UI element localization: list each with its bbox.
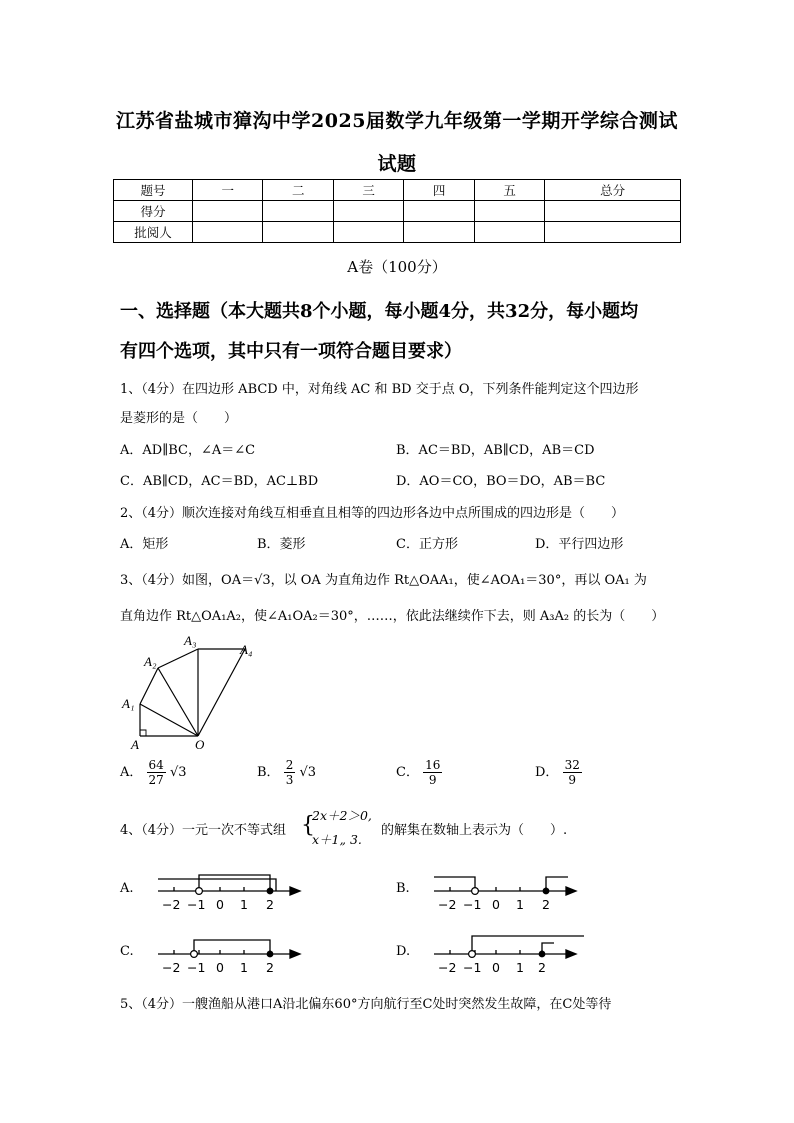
score-table-row (114, 222, 681, 243)
score-cell (404, 201, 474, 222)
score-cell (333, 201, 403, 222)
q3-option-a-label: A． (120, 765, 143, 780)
tick-label: −2 (438, 960, 457, 975)
score-table-header-cell: 总分 (545, 180, 681, 201)
score-table-row-label: 批阅人 (114, 222, 193, 243)
fraction-denominator: 3 (285, 773, 294, 787)
q1-stem-line1: 1、（4分）在四边形 ABCD 中，对角线 AC 和 BD 交于点 O，下列条件能判定这个四边形 (120, 382, 639, 397)
segment-oa1 (140, 704, 198, 736)
q4-option-d-label: D. (396, 944, 411, 959)
tick-label: 1 (516, 897, 524, 912)
segment-a1a2 (140, 668, 158, 704)
q4-stem-prefix: 4、（4分）一元一次不等式组 (120, 823, 287, 838)
score-table-header-cell: 二 (263, 180, 333, 201)
score-cell (193, 201, 263, 222)
q4-system-line2: x＋1„ 3. (312, 832, 362, 847)
tick-label: −2 (162, 897, 181, 912)
q1-option-d: D．AO＝CO，BO＝DO，AB＝BC (396, 474, 606, 489)
q4-system-line1: 2x＋2＞0, (312, 808, 372, 823)
score-table (113, 179, 681, 243)
label-a2: A₂ (144, 654, 157, 669)
q3-option-b (257, 758, 316, 787)
tick-label: −2 (438, 897, 457, 912)
tick-label: −1 (463, 897, 482, 912)
q4-number-line-b (434, 870, 584, 916)
page-title: 江苏省盐城市獐沟中学2025届数学九年级第一学期开学综合测试 (116, 110, 678, 132)
q3-option-c-label: C． (396, 765, 419, 780)
q3-stem-line2: 直角边作 Rt△OA₁A₂，使∠A₁OA₂＝30°，……，依此法继续作下去，则 A₃A₂ 的长为（ ） (120, 609, 665, 624)
q3-option-c (396, 758, 442, 787)
score-cell (333, 222, 403, 243)
volume-title: A卷（100分） (347, 258, 447, 276)
fraction-numerator: 2 (285, 758, 294, 772)
q4-number-line-c (158, 933, 308, 979)
q3-option-b-fraction (284, 758, 296, 787)
tick-label: 2 (542, 897, 550, 912)
tick-label: −1 (187, 960, 206, 975)
fraction-denominator: 9 (428, 773, 437, 787)
q4-option-c-label: C. (120, 944, 134, 959)
q4-number-line-d (434, 933, 584, 979)
score-cell (263, 201, 333, 222)
q2-stem: 2、（4分）顺次连接对角线互相垂直且相等的四边形各边中点所围成的四边形是（ ） (120, 506, 625, 521)
segment-a2a3 (158, 649, 198, 668)
score-table-header-row (114, 180, 681, 201)
score-cell (404, 222, 474, 243)
q2-option-c: C．正方形 (396, 537, 458, 552)
q3-option-a-fraction (147, 758, 166, 787)
q5-stem-line1: 5、（4分）一艘渔船从港口A沿北偏东60°方向航行至C处时突然发生故障，在C处等待 (120, 997, 612, 1012)
q2-option-b: B．菱形 (257, 537, 306, 552)
tick-label: −1 (463, 960, 482, 975)
q3-option-b-root: √3 (299, 765, 317, 780)
q1-option-b: B．AC＝BD，AB∥CD，AB＝CD (396, 443, 595, 458)
label-a1: A₁ (122, 696, 135, 711)
tick-label: 2 (538, 960, 546, 975)
fraction-denominator: 27 (148, 773, 164, 787)
tick-label: 2 (266, 897, 274, 912)
score-table-header-cell: 四 (404, 180, 474, 201)
label-a4: A₄ (240, 642, 253, 657)
q3-option-a-root: √3 (169, 765, 187, 780)
tick-label: 2 (266, 960, 274, 975)
label-o: O (195, 737, 205, 752)
score-table-header-cell: 五 (474, 180, 544, 201)
score-cell (474, 222, 544, 243)
q1-option-c: C．AB∥CD，AC＝BD，AC⊥BD (120, 474, 319, 489)
q3-triangle-figure (118, 632, 268, 752)
fraction-denominator: 9 (568, 773, 577, 787)
score-cell (193, 222, 263, 243)
tick-label: −2 (162, 960, 181, 975)
q2-option-a: A．矩形 (120, 537, 169, 552)
label-a3: A₃ (184, 633, 197, 648)
section-heading-line2: 有四个选项，其中只有一项符合题目要求） (120, 341, 462, 362)
section-heading-line1: 一、选择题（本大题共8个小题，每小题4分，共32分，每小题均 (120, 301, 639, 322)
q4-option-b-label: B. (396, 881, 410, 896)
tick-label: 0 (216, 960, 224, 975)
tick-label: −1 (187, 897, 206, 912)
fraction-numerator: 16 (425, 758, 441, 772)
fraction-numerator: 32 (564, 758, 580, 772)
score-table-header-cell: 三 (333, 180, 403, 201)
score-cell (263, 222, 333, 243)
q3-option-d-fraction (563, 758, 582, 787)
score-table-header-cell: 一 (193, 180, 263, 201)
score-cell (545, 201, 681, 222)
score-cell (474, 201, 544, 222)
q4-stem-suffix: 的解集在数轴上表示为（ ）. (381, 823, 568, 838)
fraction-numerator: 64 (148, 758, 164, 772)
q2-option-d: D．平行四边形 (535, 537, 624, 552)
score-cell (545, 222, 681, 243)
tick-label: 1 (240, 960, 248, 975)
q4-system-brace: { (301, 813, 315, 838)
score-table-row (114, 201, 681, 222)
segment-oa4 (198, 649, 245, 736)
score-table-row-label: 得分 (114, 201, 193, 222)
q1-stem-line2: 是菱形的是（ ） (120, 411, 238, 426)
right-angle-mark (140, 730, 146, 736)
tick-label: 0 (216, 897, 224, 912)
segment-oa2 (158, 668, 198, 736)
tick-label: 1 (240, 897, 248, 912)
tick-label: 1 (516, 960, 524, 975)
q4-number-line-a (158, 870, 308, 916)
page-title-line2: 试题 (377, 153, 417, 175)
q3-stem-line1: 3、（4分）如图，OA＝√3，以 OA 为直角边作 Rt△OAA₁，使∠AOA₁＝30°，再以 OA₁ 为 (120, 573, 647, 588)
q3-option-d (535, 758, 582, 787)
q3-option-a (120, 758, 187, 787)
q3-option-b-label: B． (257, 765, 280, 780)
score-table-header-cell: 题号 (114, 180, 193, 201)
q4-option-a-label: A. (120, 881, 134, 896)
q1-option-a: A．AD∥BC，∠A＝∠C (120, 443, 256, 458)
q3-option-c-fraction (423, 758, 442, 787)
label-a: A (131, 737, 139, 752)
tick-label: 0 (492, 960, 500, 975)
q3-option-d-label: D． (535, 765, 559, 780)
tick-label: 0 (492, 897, 500, 912)
